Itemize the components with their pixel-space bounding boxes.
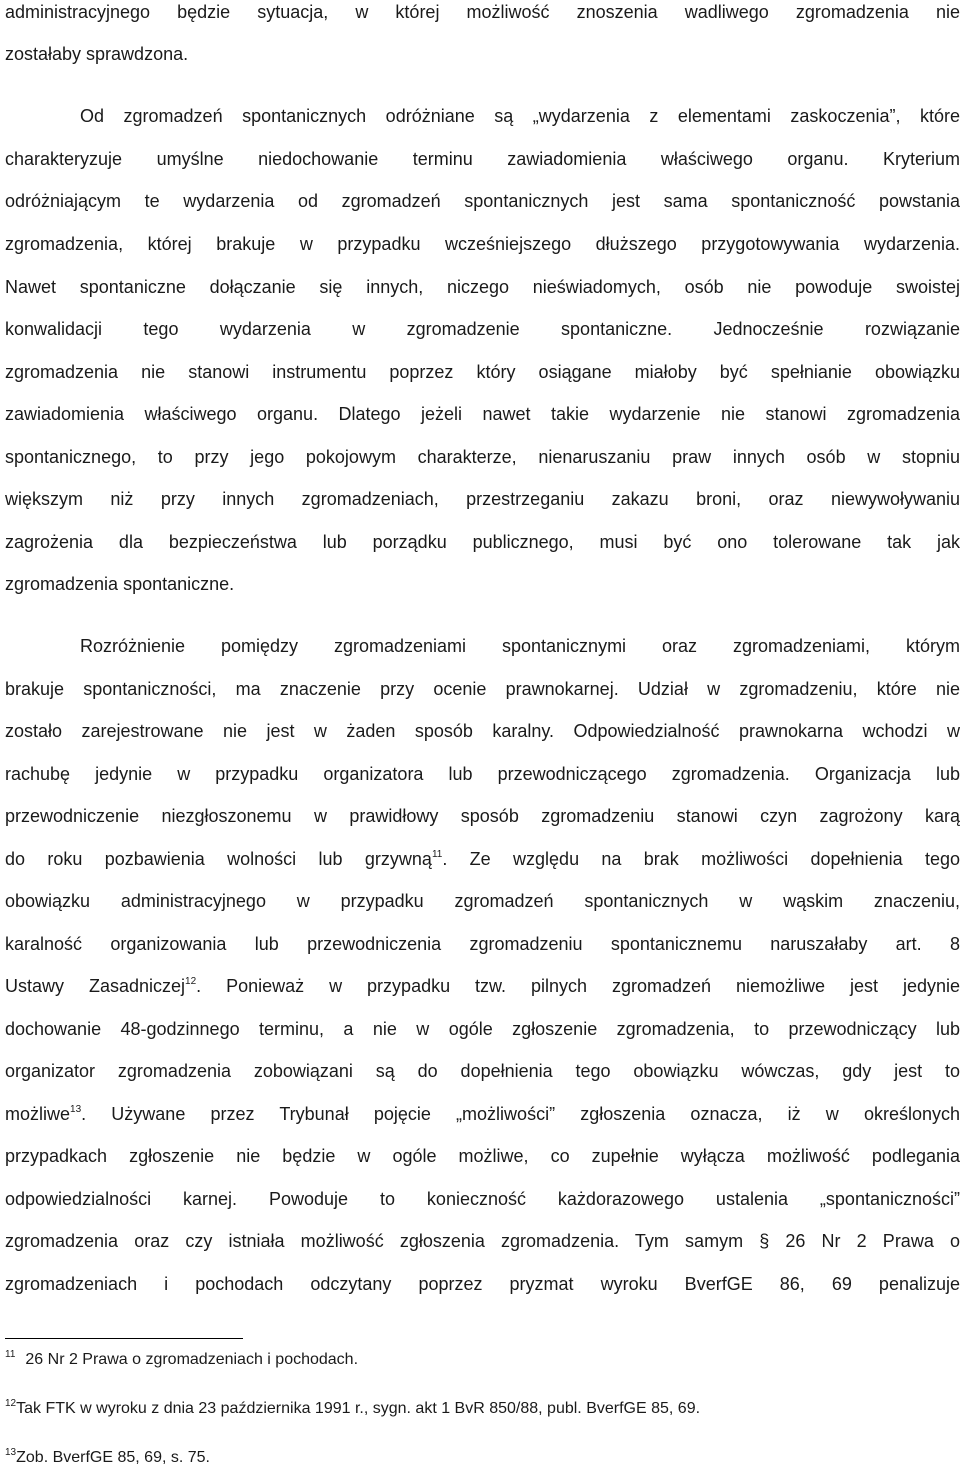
line-text: konwalidacji tego wydarzenia w zgromadzenie spontaniczne. Jednocześnie rozwiązanie [5,319,960,339]
paragraph-line [80,104,960,128]
line-text-continued: . Ponieważ w przypadku tzw. pilnych zgromadzeń niemożliwe jest jedynie [196,976,960,996]
paragraph-line [5,1059,960,1083]
paragraph-line [80,634,960,658]
line-text: Rozróżnienie pomiędzy zgromadzeniami spontanicznymi oraz zgromadzeniami, którym [80,636,960,656]
paragraph-line [5,1187,960,1211]
footnote-separator [5,1338,243,1339]
footnote [5,1447,960,1469]
footnote [5,1349,960,1371]
line-text: karalność organizowania lub przewodniczenia zgromadzeniu spontanicznemu naruszałaby art. 8 [5,934,960,954]
line-text: Ustawy Zasadniczej [5,976,186,996]
line-text: przypadkach zgłoszenie nie będzie w ogóle możliwe, co zupełnie wyłącza możliwość podlegania [5,1146,960,1166]
paragraph-line [5,402,960,426]
line-text: rachubę jedynie w przypadku organizatora lub przewodniczącego zgromadzenia. Organizacja lub [5,764,960,784]
paragraph-line [5,0,960,24]
footnote-text: Tak FTK w wyroku z dnia 23 października 1991 r., sygn. akt 1 BvR 850/88, publ. BverfGE 85, 69. [16,1400,701,1417]
paragraph-line [5,147,960,171]
line-text: charakteryzuje umyślne niedochowanie terminu zawiadomienia właściwego organu. Kryterium [5,149,960,169]
footnote-number: 13 [5,1447,17,1458]
paragraph-line [5,804,960,828]
footnote-reference[interactable]: 11 [431,849,443,860]
footnote [5,1398,960,1420]
paragraph-line [5,275,960,299]
paragraph-line [5,530,960,554]
paragraph-line [5,1272,960,1296]
line-text: odpowiedzialności karnej. Powoduje to konieczność każdorazowego ustalenia „spontaniczności” [5,1189,960,1209]
paragraph-line [5,1017,960,1041]
line-text: Nawet spontaniczne dołączanie się innych, niczego nieświadomych, osób nie powoduje swoistej [5,277,960,297]
line-text: do roku pozbawienia wolności lub grzywną [5,849,432,869]
footnote-reference[interactable]: 12 [185,976,197,987]
line-text: zgromadzenia spontaniczne. [5,574,235,594]
paragraph-line [5,487,960,511]
line-text: zgromadzenia nie stanowi instrumentu poprzez który osiągane miałoby być spełnianie obowiązku [5,362,960,382]
footnote-number: 11 [5,1349,16,1360]
footnote-number: 12 [5,1398,17,1409]
paragraph-line [5,360,960,384]
footnote-reference[interactable]: 13 [70,1104,82,1115]
paragraph-line [5,1102,960,1126]
paragraph-line [5,445,960,469]
paragraph-line [5,719,960,743]
paragraph-line [5,932,960,956]
footnote-text: Zob. BverfGE 85, 69, s. 75. [16,1449,210,1466]
paragraph-line [5,1144,960,1168]
paragraph-line [5,847,960,871]
paragraph-line [5,189,960,213]
line-text: zgromadzeniach i pochodach odczytany poprzez pryzmat wyroku BverfGE 86, 69 penalizuje [5,1274,960,1294]
line-text: spontanicznego, to przy jego pokojowym charakterze, nienaruszaniu praw innych osób w stopniu [5,447,960,467]
line-text: zagrożenia dla bezpieczeństwa lub porządku publicznego, musi być ono tolerowane tak jak [5,532,960,552]
line-text: zawiadomienia właściwego organu. Dlatego jeżeli nawet takie wydarzenie nie stanowi zgromadzenia [5,404,960,424]
line-text: Od zgromadzeń spontanicznych odróżniane są „wydarzenia z elementami zaskoczenia”, które [80,106,960,126]
line-text: zgromadzenia, której brakuje w przypadku wcześniejszego dłuższego przygotowywania wydarzenia. [5,234,960,254]
line-text-continued: . Używane przez Trybunał pojęcie „możliwości” zgłoszenia oznacza, iż w określonych [81,1104,960,1124]
line-text: dochowanie 48-godzinnego terminu, a nie w ogóle zgłoszenie zgromadzenia, to przewodniczący lub [5,1019,960,1039]
line-text: przewodniczenie niezgłoszonemu w prawidłowy sposób zgromadzeniu stanowi czyn zagrożony karą [5,806,960,826]
paragraph-line [5,762,960,786]
paragraph-line [5,42,960,66]
footnote-text: 26 Nr 2 Prawa o zgromadzeniach i pochodach. [25,1351,359,1368]
paragraph-line [5,232,960,256]
line-text: większym niż przy innych zgromadzeniach, przestrzeganiu zakazu broni, oraz niewywoływaniu [5,489,960,509]
line-text: zostało zarejestrowane nie jest w żaden sposób karalny. Odpowiedzialność prawnokarna wchodzi w [5,721,960,741]
line-text: administracyjnego będzie sytuacja, w której możliwość znoszenia wadliwego zgromadzenia nie [5,2,960,22]
line-text: organizator zgromadzenia zobowiązani są do dopełnienia tego obowiązku wówczas, gdy jest to [5,1061,960,1081]
line-text: zgromadzenia oraz czy istniała możliwość zgłoszenia zgromadzenia. Tym samym § 26 Nr 2 Prawa o [5,1231,960,1251]
paragraph-line [5,1229,960,1253]
line-text: odróżniającym te wydarzenia od zgromadzeń spontanicznych jest sama spontaniczność powstania [5,191,960,211]
line-text: zostałaby sprawdzona. [5,44,189,64]
line-text: brakuje spontaniczności, ma znaczenie przy ocenie prawnokarnej. Udział w zgromadzeniu, które nie [5,679,960,699]
paragraph-line [5,974,960,998]
paragraph-line [5,572,960,596]
line-text-continued: . Ze względu na brak możliwości dopełnienia tego [442,849,960,869]
line-text: obowiązku administracyjnego w przypadku zgromadzeń spontanicznych w wąskim znaczeniu, [5,891,960,911]
paragraph-line [5,889,960,913]
line-text: możliwe [5,1104,71,1124]
paragraph-line [5,317,960,341]
paragraph-line [5,677,960,701]
